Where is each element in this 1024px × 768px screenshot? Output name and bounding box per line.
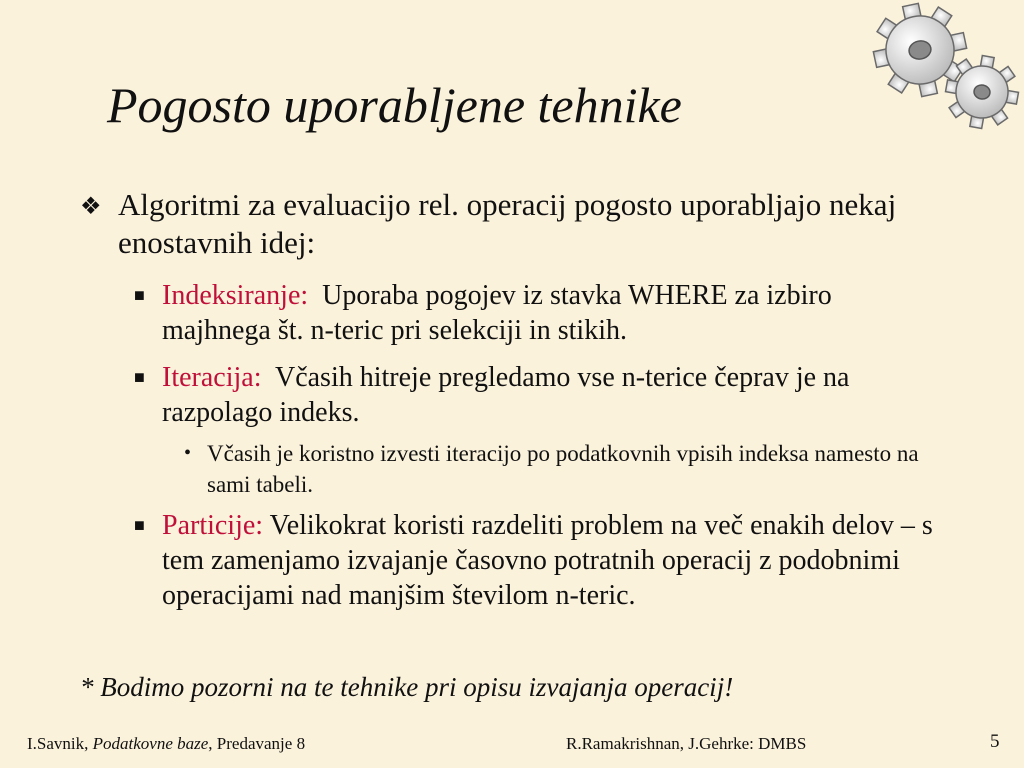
- footer-left: [27, 734, 305, 754]
- dot-bullet-icon: •: [184, 442, 192, 464]
- footer-credit: R.Ramakrishnan, J.Gehrke: DMBS: [566, 734, 807, 753]
- bullet-indexing: [134, 278, 934, 348]
- square-bullet-icon: ■: [134, 285, 145, 305]
- footer-course: Podatkovne baze: [92, 734, 209, 753]
- bullet-partitions-term: Particije:: [162, 510, 264, 541]
- footer-lecture: , Predavanje 8: [208, 734, 306, 753]
- bullet-indexing-text: Uporaba pogojev iz stavka WHERE za izbiro majhnega št. n-teric pri selekciji in stikih.: [162, 280, 832, 346]
- bullet-iteration: [134, 360, 934, 430]
- bullet-iteration-text: Včasih hitreje pregledamo vse n-terice čeprav je na razpolago indeks.: [162, 362, 850, 428]
- bullet-indexing-term: Indeksiranje:: [162, 280, 309, 311]
- square-bullet-icon: ■: [134, 367, 145, 387]
- bullet-partitions-text: Velikokrat koristi razdeliti problem na več enakih delov – s tem zamenjamo izvajanje časovno potratnih operacij z podobnimi operacijami nad manjšim številom n-teric.: [162, 510, 933, 611]
- slide-title: Pogosto uporabljene tehnike: [107, 77, 682, 133]
- sub-bullet-iteration-text: Včasih je koristno izvesti iteracijo po podatkovnih vpisih indeksa namesto na sami tabeli.: [207, 441, 919, 497]
- footer-author: I.Savnik,: [27, 734, 93, 753]
- note: * Bodimo pozorni na te tehnike pri opisu izvajanja operacij!: [80, 672, 734, 702]
- diamond-bullet-icon: ❖: [80, 194, 102, 220]
- sub-bullet-iteration: [184, 438, 934, 500]
- bullet-iteration-term: Iteracija:: [162, 362, 262, 393]
- square-bullet-icon: ■: [134, 515, 145, 535]
- bullet-partitions: [134, 508, 934, 613]
- page-number: 5: [990, 731, 1000, 752]
- bullet-main: [80, 186, 940, 262]
- gears-icon: [860, 2, 1024, 130]
- bullet-main-text: Algoritmi za evaluacijo rel. operacij pogosto uporabljajo nekaj enostavnih idej:: [118, 187, 897, 260]
